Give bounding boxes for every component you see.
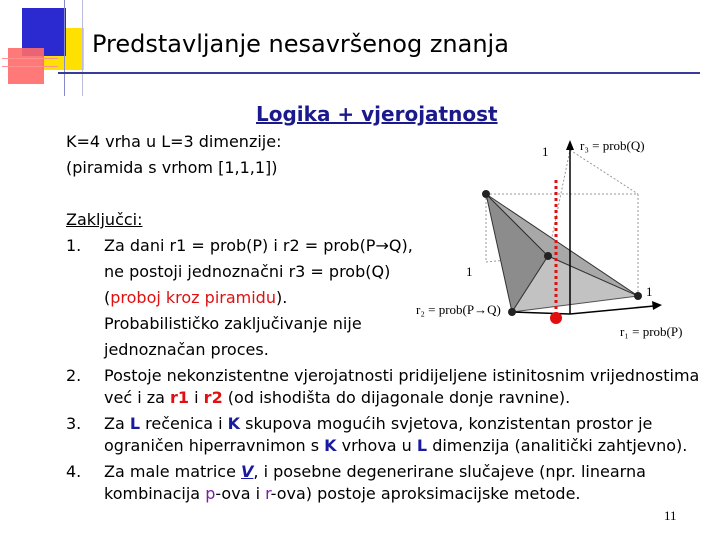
axis-r1 [570,306,654,314]
item-2-text-a: već i za [104,388,171,407]
item-2-line-1: Postoje nekonzistentne vjerojatnosti pridijeljene istinitosnim vrijednostima [104,366,700,385]
axis-r3-label: r₃ = prob(Q) [580,138,645,153]
item-3-text-c: skupova mogućih svjetova, konzistentan prostor je [240,414,653,433]
item-3-text-d: ograničen hiperravnimon s [104,436,325,455]
item-1-number: 1. [66,236,82,255]
item-4-text-d: -ova i [215,484,266,503]
tick-mid-label: 1 [466,264,473,279]
intro-line-1: K=4 vrha u L=3 dimenzije: [66,132,282,151]
item-1-line-4: Probabilističko zaključivanje nije [104,314,362,333]
page-number: 11 [664,508,677,523]
item-3-K2: K [324,436,337,455]
item-2-text-b: (od ishodišta do dijagonale donje ravnine). [222,388,571,407]
item-2-r1: r1 [170,388,190,407]
item-2-text-i: i [189,388,204,407]
vertex-center [544,252,552,260]
item-4-text-c: kombinacija [104,484,206,503]
item-1-line-2: ne postoji jednoznačni r3 = prob(Q) [104,262,391,281]
page-subtitle: Logika + vjerojatnost [256,102,498,126]
item-4-p: p [205,484,216,503]
item-3-L: L [129,414,141,433]
item-4-text-b: , i posebne degenerirane slučajeve (npr. linearna [253,462,646,481]
red-point [550,312,562,324]
item-1-paren-open: ( [104,288,111,307]
axis-r2 [512,312,570,314]
axis-r3-arrow [566,140,574,150]
vertex-left [508,308,516,316]
axis-r2-label: r₂ = prob(P→Q) [416,302,501,317]
item-1-line-1: Za dani r1 = prob(P) i r2 = prob(P→Q), [104,236,413,255]
item-1-red-text: proboj kroz piramidu [110,288,276,307]
item-4-V: V [241,462,254,481]
item-3-text-b: rečenica i [140,414,228,433]
item-4-number: 4. [66,462,82,481]
item-3-text-a: Za [104,414,130,433]
item-2-number: 2. [66,366,82,385]
item-1-line-5: jednoznačan proces. [104,340,269,359]
intro-line-2: (piramida s vrhom [1,1,1]) [66,158,278,177]
item-3-text-f: dimenzija (analitički zahtjevno). [427,436,688,455]
axis-r1-arrow [652,301,662,310]
vertex-right [634,292,642,300]
item-3-L2: L [416,436,428,455]
item-3-text-e: vrhova u [336,436,417,455]
tick-top-label: 1 [542,144,549,159]
tick-right-label: 1 [646,284,653,299]
item-2-r2: r2 [203,388,223,407]
item-4-text-e: -ova) postoje aproksimacijske metode. [270,484,581,503]
item-3-K: K [227,414,241,433]
conclusions-heading: Zaključci: [66,210,143,229]
vertex-top [482,190,490,198]
page-title: Predstavljanje nesavršenog znanja [92,30,509,58]
item-4-text-a: Za male matrice [104,462,242,481]
axis-r1-label: r₁ = prob(P) [620,324,683,339]
item-1-paren-close: ). [275,288,288,307]
item-4-r: r [265,484,271,503]
item-3-number: 3. [66,414,82,433]
